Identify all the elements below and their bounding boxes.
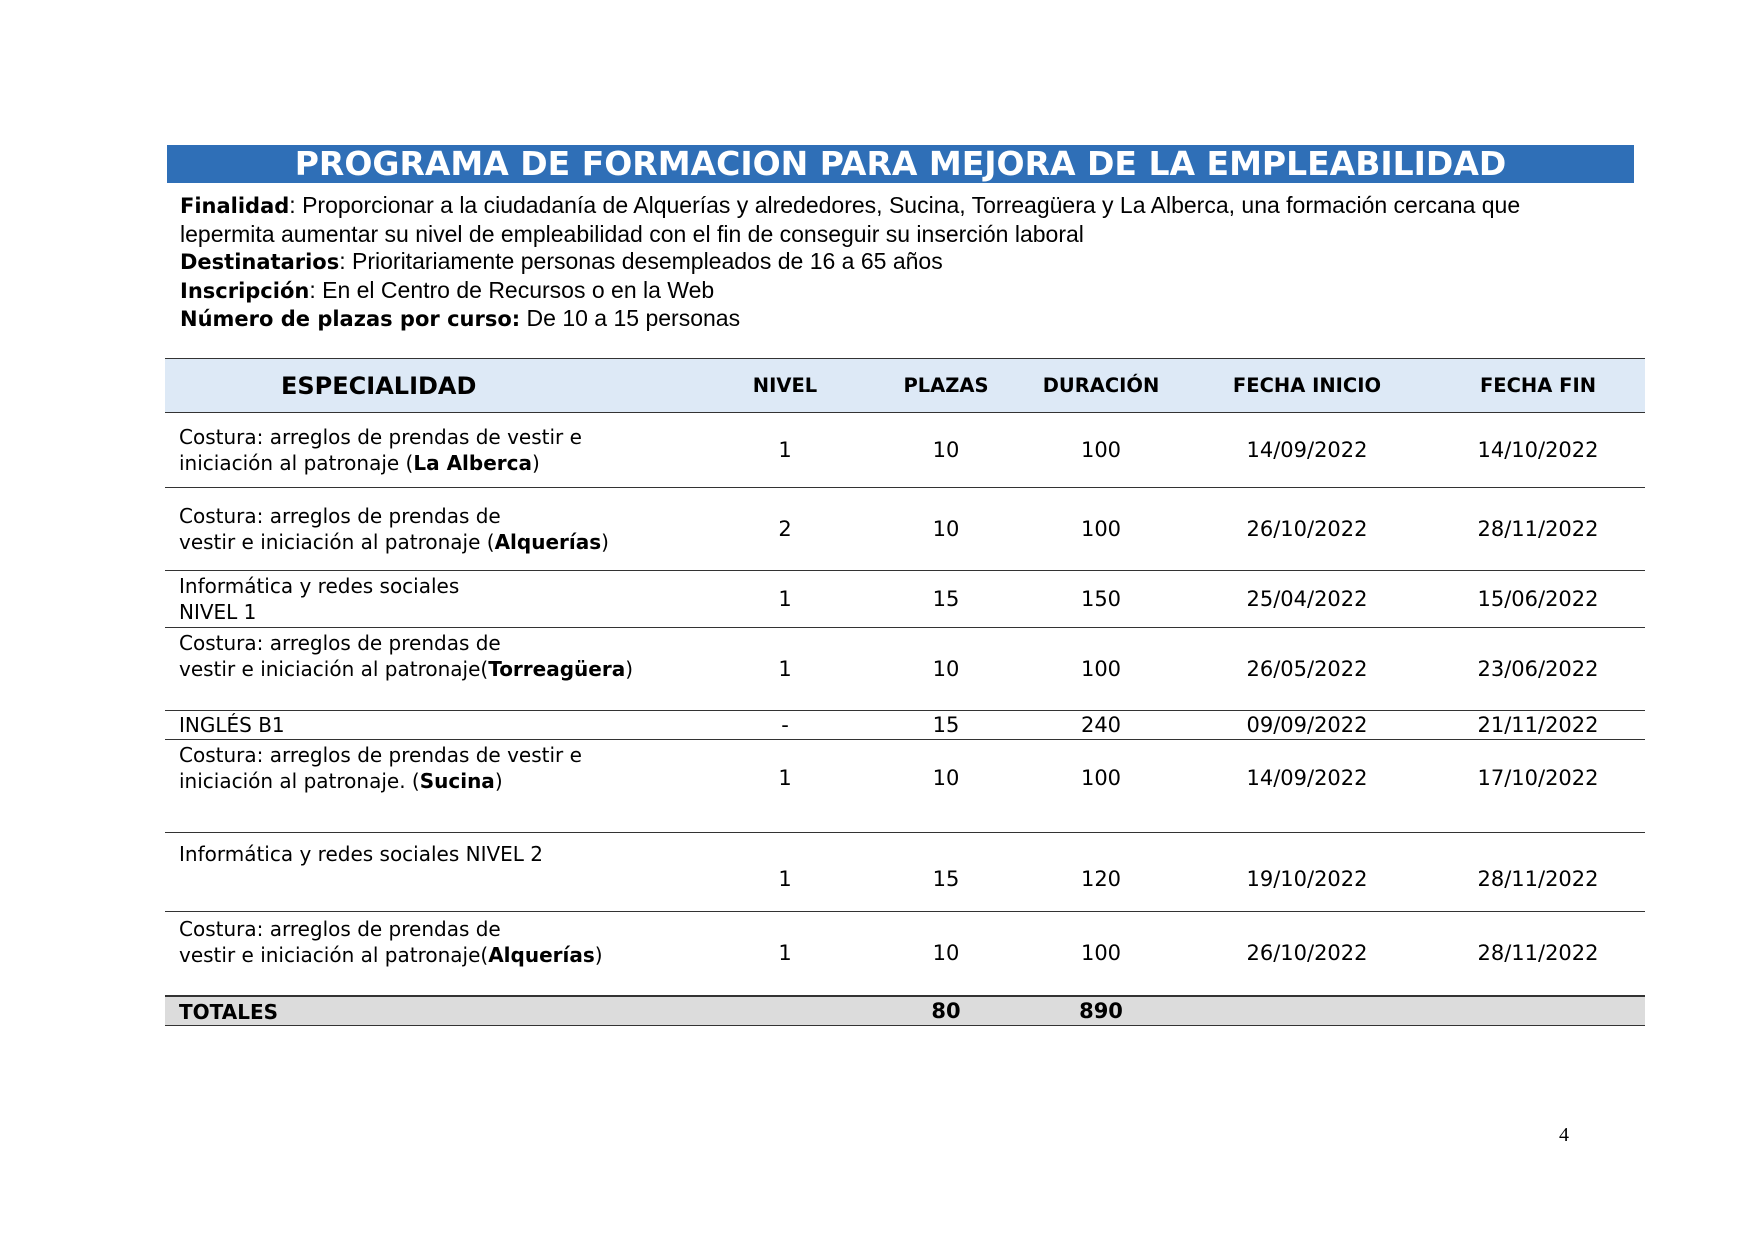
course-name-line: Costura: arreglos de prendas de: [179, 504, 501, 528]
inscripcion-line: [180, 277, 1640, 306]
course-location: Alquerías: [494, 530, 602, 554]
course-fecha-fin: 28/11/2022: [1431, 488, 1645, 571]
course-name-line: Costura: arreglos de prendas de: [179, 917, 501, 941]
table-row: [165, 628, 1645, 711]
table-header-row: [165, 359, 1645, 413]
header-fecha-fin: FECHA FIN: [1431, 359, 1645, 413]
courses-table: [165, 358, 1645, 1026]
course-fecha-fin: 23/06/2022: [1431, 628, 1645, 711]
course-name: [165, 912, 697, 996]
header-plazas: PLAZAS: [873, 359, 1019, 413]
course-plazas: 10: [873, 740, 1019, 833]
course-plazas: 10: [873, 413, 1019, 488]
totals-row: [165, 996, 1645, 1026]
page-title: PROGRAMA DE FORMACION PARA MEJORA DE LA EMPLEABILIDAD: [167, 145, 1634, 183]
destinatarios-text: : Prioritariamente personas desempleados de 16 a 65 años: [339, 248, 943, 274]
course-fecha-inicio: 19/10/2022: [1183, 833, 1431, 912]
course-name-line: vestir e iniciación al patronaje(Alquerías): [179, 943, 603, 967]
course-name-line: NIVEL 1: [179, 600, 257, 624]
course-fecha-inicio: 09/09/2022: [1183, 711, 1431, 740]
finalidad-line-2: lepermita aumentar su nivel de empleabilidad con el fin de conseguir su inserción laboral: [180, 220, 1084, 247]
page-number: 4: [1559, 1124, 1569, 1146]
totals-plazas: 80: [873, 996, 1019, 1026]
course-name: [165, 413, 697, 488]
header-duracion: DURACIÓN: [1019, 359, 1183, 413]
course-location: La Alberca: [413, 451, 532, 475]
course-duracion: 100: [1019, 740, 1183, 833]
course-name-line: Costura: arreglos de prendas de: [179, 631, 501, 655]
course-plazas: 10: [873, 488, 1019, 571]
course-fecha-inicio: 26/05/2022: [1183, 628, 1431, 711]
course-fecha-inicio: 26/10/2022: [1183, 912, 1431, 996]
course-name-line: Informática y redes sociales: [179, 574, 460, 598]
course-plazas: 10: [873, 628, 1019, 711]
course-nivel: 1: [697, 413, 873, 488]
course-name-line: Costura: arreglos de prendas de vestir e: [179, 743, 582, 767]
plazas-line: [180, 305, 1640, 334]
table-row: [165, 740, 1645, 833]
course-fecha-inicio: 26/10/2022: [1183, 488, 1431, 571]
course-nivel: 1: [697, 833, 873, 912]
finalidad-label: Finalidad: [180, 194, 290, 218]
table-row: [165, 833, 1645, 912]
course-fecha-fin: 28/11/2022: [1431, 833, 1645, 912]
course-fecha-fin: 28/11/2022: [1431, 912, 1645, 996]
intro-block: [180, 192, 1640, 334]
course-fecha-inicio: 14/09/2022: [1183, 413, 1431, 488]
inscripcion-text: : En el Centro de Recursos o en la Web: [309, 276, 715, 303]
course-plazas: 15: [873, 711, 1019, 740]
totals-fecha-inicio: [1183, 996, 1431, 1026]
course-nivel: 1: [697, 740, 873, 833]
totals-nivel: [697, 996, 873, 1026]
course-fecha-fin: 21/11/2022: [1431, 711, 1645, 740]
destinatarios-label: Destinatarios: [180, 250, 340, 274]
course-name: [165, 711, 697, 740]
course-duracion: 120: [1019, 833, 1183, 912]
course-nivel: -: [697, 711, 873, 740]
course-fecha-fin: 15/06/2022: [1431, 571, 1645, 628]
course-name-line: vestir e iniciación al patronaje (Alquerías): [179, 530, 609, 554]
course-name: [165, 740, 697, 833]
plazas-label: Número de plazas por curso:: [180, 307, 521, 331]
course-plazas: 10: [873, 912, 1019, 996]
totals-duracion: 890: [1019, 996, 1183, 1026]
course-name-line: vestir e iniciación al patronaje(Torreagüera): [179, 657, 634, 681]
course-name: [165, 571, 697, 628]
header-especialidad: ESPECIALIDAD: [165, 359, 697, 413]
course-nivel: 1: [697, 628, 873, 711]
finalidad-text: : Proporcionar a la ciudadanía de Alquerías y alrededores, Sucina, Torreagüera y La Alberca, una formación cercana que: [289, 192, 1521, 218]
course-name-line: INGLÉS B1: [179, 713, 285, 737]
course-duracion: 240: [1019, 711, 1183, 740]
course-duracion: 150: [1019, 571, 1183, 628]
course-nivel: 1: [697, 912, 873, 996]
totals-label: TOTALES: [165, 996, 697, 1026]
course-name-line: iniciación al patronaje (La Alberca): [179, 451, 540, 475]
course-name: [165, 488, 697, 571]
totals-fecha-fin: [1431, 996, 1645, 1026]
course-nivel: 2: [697, 488, 873, 571]
destinatarios-line: [180, 248, 1640, 277]
course-duracion: 100: [1019, 488, 1183, 571]
course-fecha-fin: 14/10/2022: [1431, 413, 1645, 488]
table-row: [165, 571, 1645, 628]
table-row: [165, 488, 1645, 571]
course-fecha-fin: 17/10/2022: [1431, 740, 1645, 833]
plazas-text: De 10 a 15 personas: [520, 305, 741, 331]
table-row: [165, 413, 1645, 488]
table-row: [165, 912, 1645, 996]
header-nivel: NIVEL: [697, 359, 873, 413]
course-location: Torreagüera: [488, 657, 626, 681]
course-duracion: 100: [1019, 628, 1183, 711]
course-name-line: iniciación al patronaje. (Sucina): [179, 769, 503, 793]
finalidad-line: [180, 192, 1640, 221]
header-fecha-inicio: FECHA INICIO: [1183, 359, 1431, 413]
course-plazas: 15: [873, 833, 1019, 912]
course-fecha-inicio: 25/04/2022: [1183, 571, 1431, 628]
course-nivel: 1: [697, 571, 873, 628]
inscripcion-label: Inscripción: [180, 278, 310, 303]
course-name: [165, 833, 697, 912]
course-name: [165, 628, 697, 711]
course-duracion: 100: [1019, 912, 1183, 996]
course-plazas: 15: [873, 571, 1019, 628]
course-location: Alquerías: [488, 943, 595, 967]
course-fecha-inicio: 14/09/2022: [1183, 740, 1431, 833]
course-name-line: Informática y redes sociales NIVEL 2: [179, 842, 544, 866]
course-name-line: Costura: arreglos de prendas de vestir e: [179, 425, 582, 449]
course-location: Sucina: [419, 769, 495, 793]
table-row: [165, 711, 1645, 740]
course-duracion: 100: [1019, 413, 1183, 488]
